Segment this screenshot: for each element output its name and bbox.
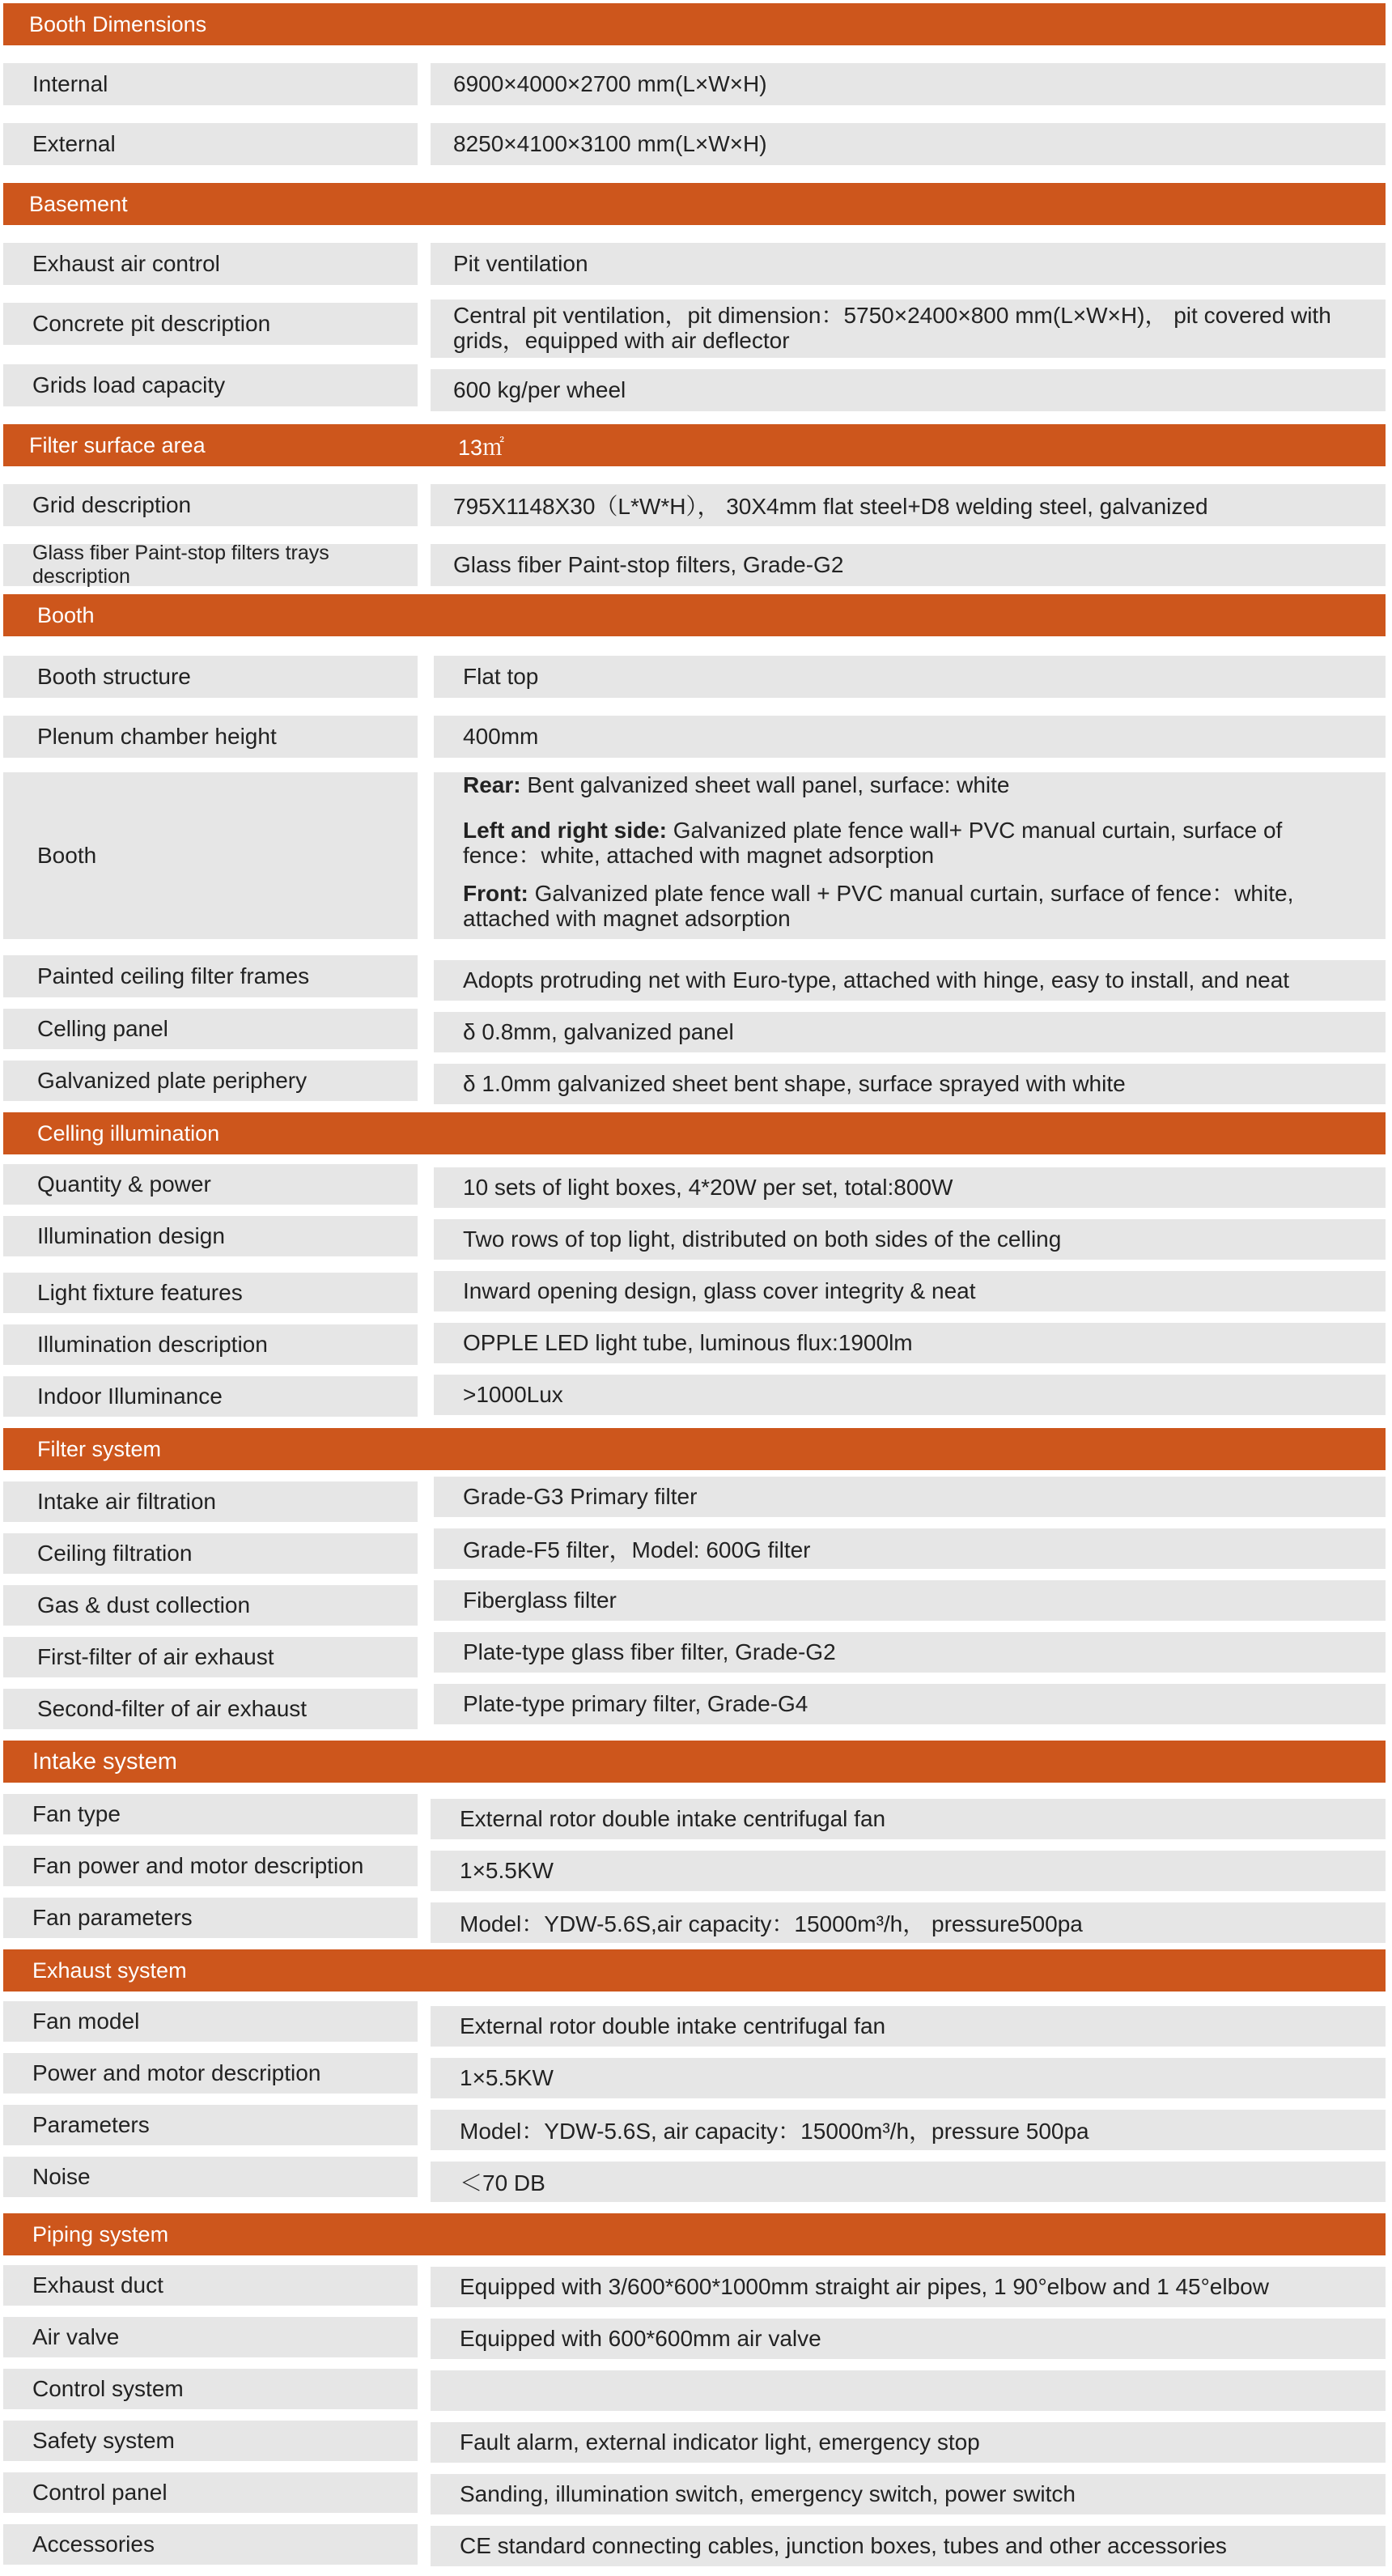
- section-title: Intake system: [32, 1748, 177, 1775]
- spec-label: Grids load capacity: [3, 364, 418, 406]
- spec-value: Equipped with 3/600*600*1000mm straight air pipes, 1 90°elbow and 1 45°elbow: [431, 2267, 1386, 2307]
- spec-label: Exhaust duct: [3, 2265, 418, 2306]
- spec-value: Model：YDW-5.6S,air capacity：15000m³/h， pressure500pa: [431, 1902, 1386, 1943]
- spec-value: Inward opening design, glass cover integrity & neat: [434, 1271, 1386, 1311]
- spec-value: Grade-G3 Primary filter: [434, 1477, 1386, 1517]
- spec-label: Gas & dust collection: [3, 1585, 418, 1626]
- spec-label: Fan model: [3, 2001, 418, 2042]
- spec-label: Plenum chamber height: [3, 716, 418, 758]
- spec-value: 600 kg/per wheel: [431, 369, 1386, 411]
- spec-value: 6900×4000×2700 mm(L×W×H): [431, 63, 1386, 105]
- spec-label: Control panel: [3, 2472, 418, 2513]
- spec-value: Model：YDW-5.6S, air capacity：15000m³/h，pressure 500pa: [431, 2110, 1386, 2150]
- spec-value: >1000Lux: [434, 1375, 1386, 1415]
- spec-label: Intake air filtration: [3, 1481, 418, 1522]
- spec-label: Fan power and motor description: [3, 1846, 418, 1886]
- spec-value: Fiberglass filter: [434, 1580, 1386, 1621]
- spec-label: Celling panel: [3, 1009, 418, 1049]
- front-text: Galvanized plate fence wall + PVC manual curtain, surface of fence：white, attached with magnet adsorption: [463, 881, 1294, 931]
- spec-label: Grid description: [3, 484, 418, 526]
- section-title: Piping system: [32, 2221, 169, 2247]
- spec-label: First-filter of air exhaust: [3, 1637, 418, 1677]
- spec-label: External: [3, 123, 418, 165]
- spec-value: δ 0.8mm, galvanized panel: [434, 1012, 1386, 1052]
- spec-label: Booth structure: [3, 656, 418, 698]
- spec-value: External rotor double intake centrifugal fan: [431, 1799, 1386, 1839]
- spec-value: Equipped with 600*600mm air valve: [431, 2319, 1386, 2359]
- spec-value: Fault alarm, external indicator light, emergency stop: [431, 2422, 1386, 2463]
- spec-label: Noise: [3, 2157, 418, 2197]
- spec-value: Two rows of top light, distributed on both sides of the celling: [434, 1219, 1386, 1260]
- section-title: Booth: [37, 602, 95, 627]
- section-header-intake: [3, 1741, 1386, 1783]
- spec-value: Glass fiber Paint-stop filters, Grade-G2: [431, 544, 1386, 586]
- spec-label: Indoor Illuminance: [3, 1376, 418, 1417]
- spec-label: Control system: [3, 2369, 418, 2409]
- spec-label: Exhaust air control: [3, 243, 418, 285]
- spec-value: 795X1148X30（L*W*H）， 30X4mm flat steel+D8 welding steel, galvanized: [431, 484, 1386, 526]
- section-title: Exhaust system: [32, 1958, 187, 1983]
- spec-value: Plate-type glass fiber filter, Grade-G2: [434, 1632, 1386, 1673]
- section-title: Filter system: [37, 1436, 162, 1461]
- spec-value: External rotor double intake centrifugal fan: [431, 2006, 1386, 2047]
- sides-title: Left and right side:: [463, 818, 667, 843]
- spec-label: Air valve: [3, 2317, 418, 2357]
- spec-label: Galvanized plate periphery: [3, 1061, 418, 1101]
- section-header-filter-system: [3, 1428, 1386, 1470]
- spec-value: OPPLE LED light tube, luminous flux:1900lm: [434, 1323, 1386, 1363]
- section-title: Basement: [29, 191, 128, 216]
- spec-value: CE standard connecting cables, junction boxes, tubes and other accessories: [431, 2526, 1386, 2566]
- spec-value: [431, 2370, 1386, 2411]
- spec-label: Illumination design: [3, 1216, 418, 1256]
- spec-label: Light fixture features: [3, 1273, 418, 1313]
- spec-label: Parameters: [3, 2105, 418, 2145]
- section-header-illumination: [3, 1112, 1386, 1154]
- spec-label: Safety system: [3, 2421, 418, 2461]
- spec-label: Glass fiber Paint-stop filters trays description: [3, 544, 418, 586]
- spec-label: Internal: [3, 63, 418, 105]
- spec-label: Painted ceiling filter frames: [3, 955, 418, 997]
- section-title: Celling illumination: [37, 1120, 220, 1146]
- spec-label: Quantity & power: [3, 1164, 418, 1205]
- spec-label: Fan parameters: [3, 1898, 418, 1938]
- spec-value: 10 sets of light boxes, 4*20W per set, total:800W: [434, 1167, 1386, 1208]
- spec-value: 1×5.5KW: [431, 2058, 1386, 2098]
- rear-title: Rear:: [463, 772, 521, 797]
- spec-label: Accessories: [3, 2524, 418, 2565]
- section-header-basement: [3, 183, 1386, 225]
- spec-label: Second-filter of air exhaust: [3, 1689, 418, 1729]
- spec-value: δ 1.0mm galvanized sheet bent shape, surface sprayed with white: [434, 1064, 1386, 1104]
- spec-label: Power and motor description: [3, 2053, 418, 2094]
- booth-detail-value: [434, 772, 1386, 939]
- filter-area-value: 13㎡: [458, 435, 505, 460]
- section-header-exhaust: [3, 1949, 1386, 1992]
- spec-value: Adopts protruding net with Euro-type, attached with hinge, easy to install, and neat: [434, 960, 1386, 1001]
- spec-value: Grade-F5 filter，Model: 600G filter: [434, 1528, 1386, 1569]
- section-header-piping: [3, 2213, 1386, 2255]
- spec-value: Pit ventilation: [431, 243, 1386, 285]
- section-header-booth: [3, 594, 1386, 636]
- section-title: Filter surface area: [29, 432, 206, 457]
- spec-value: ＜70 DB: [431, 2162, 1386, 2202]
- spec-label: Concrete pit description: [3, 303, 418, 345]
- spec-value: Sanding, illumination switch, emergency switch, power switch: [431, 2474, 1386, 2514]
- spec-value: Central pit ventilation，pit dimension：5750×2400×800 mm(L×W×H)， pit covered with grids，equipped with air deflector: [431, 300, 1386, 358]
- spec-value: 8250×4100×3100 mm(L×W×H): [431, 123, 1386, 165]
- spec-value: Plate-type primary filter, Grade-G4: [434, 1684, 1386, 1724]
- spec-value: 400mm: [434, 716, 1386, 758]
- rear-text: Bent galvanized sheet wall panel, surface: white: [520, 772, 1010, 797]
- section-header-booth-dimensions: [3, 3, 1386, 45]
- section-header-filter-surface: [3, 424, 1386, 466]
- spec-label: Fan type: [3, 1794, 418, 1834]
- spec-label: Booth: [3, 772, 418, 939]
- spec-value: Flat top: [434, 656, 1386, 698]
- section-title: Booth Dimensions: [29, 11, 207, 36]
- front-title: Front:: [463, 881, 528, 906]
- spec-value: 1×5.5KW: [431, 1851, 1386, 1891]
- spec-label: Ceiling filtration: [3, 1533, 418, 1574]
- spec-label: Illumination description: [3, 1324, 418, 1365]
- sides-text: Galvanized plate fence wall+ PVC manual curtain, surface of fence：white, attached with magnet adsorption: [463, 818, 1283, 868]
